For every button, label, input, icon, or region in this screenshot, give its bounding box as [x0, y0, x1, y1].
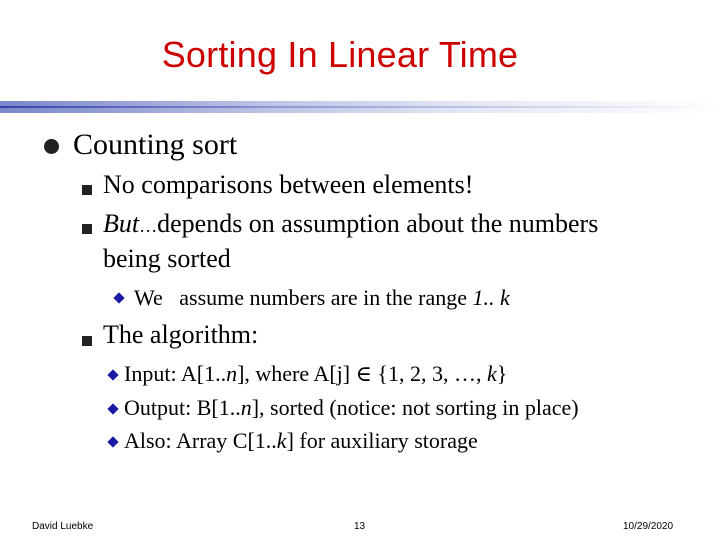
footer-date: 10/29/2020 — [623, 521, 674, 532]
output-label: Output: — [124, 395, 192, 420]
square-bullet-icon — [82, 224, 92, 234]
output-note: ], sorted (notice: not sorting in place) — [251, 395, 579, 420]
input-set-close: } — [496, 361, 508, 386]
point-no-comparisons: No comparisons between elements! — [103, 170, 474, 199]
point-algorithm: The algorithm: — [103, 320, 259, 349]
also-array: Array C[1.. — [175, 428, 277, 453]
algorithm-output — [124, 395, 579, 421]
range-value: 1.. k — [472, 285, 510, 310]
point-assumption — [103, 209, 598, 239]
slide-title: Sorting In Linear Time — [161, 34, 519, 75]
algorithm-input — [124, 361, 507, 387]
input-array: A[1.. — [180, 361, 227, 386]
sub-point-range — [134, 285, 510, 311]
assumption-text: depends on assumption about the numbers — [157, 209, 599, 238]
square-bullet-icon — [82, 185, 92, 195]
range-text: assume numbers are in the range — [179, 285, 468, 310]
also-k: k — [276, 428, 287, 453]
bullet-counting-sort: Counting sort — [73, 128, 238, 161]
also-label: Also: — [124, 428, 172, 453]
also-note: ] for auxiliary storage — [286, 428, 478, 453]
element-of-symbol: ∈ — [355, 361, 372, 386]
output-array: B[1.. — [196, 395, 241, 420]
ellipsis: … — [139, 216, 158, 236]
range-we: We — [134, 285, 163, 310]
input-where: ], where A[j] — [237, 361, 351, 386]
diamond-bullet-icon — [107, 403, 118, 414]
input-n: n — [226, 361, 238, 386]
footer-author: David Luebke — [32, 521, 94, 532]
round-bullet-icon — [44, 139, 59, 154]
output-n: n — [240, 395, 252, 420]
diamond-bullet-icon — [107, 369, 118, 380]
diamond-bullet-icon — [113, 292, 124, 303]
input-label: Input: — [124, 361, 177, 386]
algorithm-also — [124, 428, 478, 454]
diamond-bullet-icon — [107, 436, 118, 447]
title-divider-line — [0, 106, 720, 108]
point-assumption-continued: being sorted — [103, 244, 231, 273]
input-k: k — [486, 361, 497, 386]
square-bullet-icon — [82, 336, 92, 346]
footer-page-number: 13 — [354, 521, 366, 532]
emphasis-but: But — [103, 209, 140, 238]
input-set: {1, 2, 3, …, — [377, 361, 482, 386]
